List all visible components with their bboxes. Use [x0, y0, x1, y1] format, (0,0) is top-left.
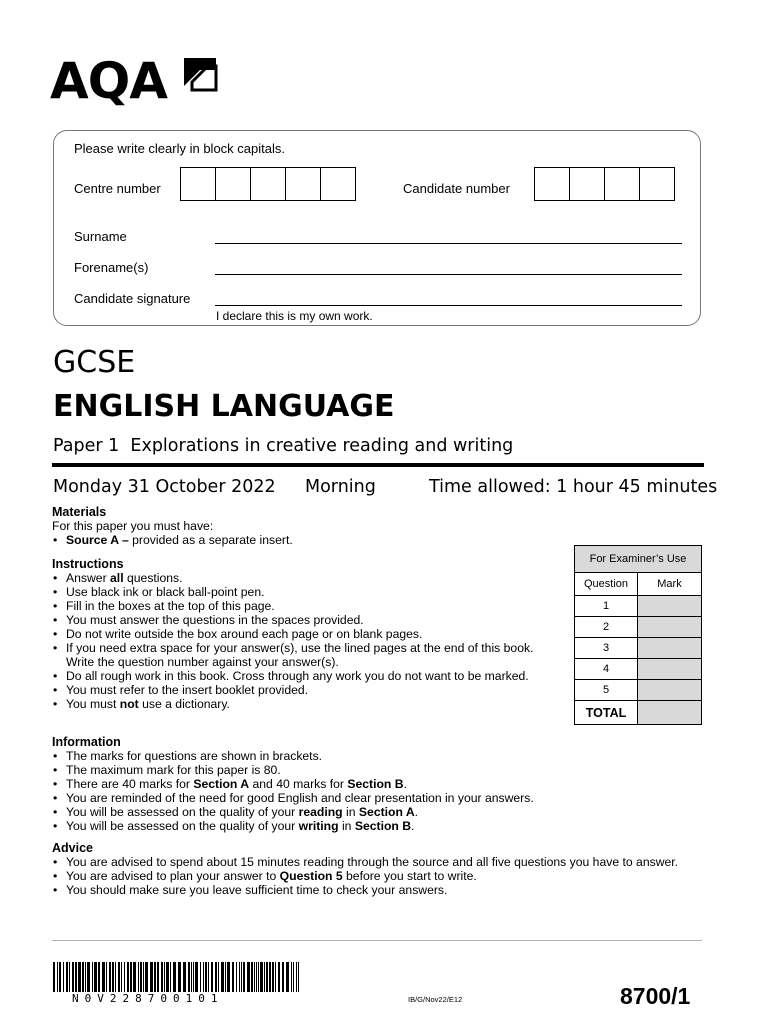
forename-line[interactable] [215, 274, 682, 275]
subject-heading: ENGLISH LANGUAGE [53, 389, 395, 424]
aqa-logo-mark-icon [178, 56, 218, 92]
paper-number: Paper 1 [53, 436, 120, 456]
list-item: • Source A – provided as a separate insert. [52, 533, 572, 547]
heading-divider [52, 463, 704, 467]
centre-number-digit-box[interactable] [250, 167, 286, 201]
list-item: • Do not write outside the box around each page or on blank pages. [52, 627, 544, 641]
list-item: • There are 40 marks for Section A and 40 marks for Section B. [52, 777, 672, 791]
paper-title-text: Explorations in creative reading and writing [130, 436, 514, 456]
list-item: • If you need extra space for your answer(s), use the lined pages at the end of this book. Write the question number against your answer(s). [52, 641, 544, 669]
list-item: • The maximum mark for this paper is 80. [52, 763, 672, 777]
centre-number-digit-box[interactable] [180, 167, 216, 201]
mark-cell [638, 680, 702, 701]
surname-line[interactable] [215, 243, 682, 244]
examiner-table-title: For Examiner’s Use [575, 546, 702, 573]
block-capitals-instruction: Please write clearly in block capitals. [74, 141, 285, 156]
list-item: • You should make sure you leave sufficient time to check your answers. [52, 883, 702, 897]
exam-date: Monday 31 October 2022 [53, 477, 276, 497]
list-item: • You will be assessed on the quality of your writing in Section B. [52, 819, 672, 833]
forename-label: Forename(s) [74, 260, 149, 275]
advice-section [52, 841, 702, 897]
table-row [575, 659, 702, 680]
list-item: • You are advised to plan your answer to Question 5 before you start to write. [52, 869, 702, 883]
table-row [575, 701, 702, 725]
table-row [575, 680, 702, 701]
barcode-icon [53, 962, 300, 992]
list-item: • Use black ink or black ball-point pen. [52, 585, 544, 599]
document-reference: IB/G/Nov22/E12 [408, 995, 463, 1004]
signature-line[interactable] [215, 305, 682, 306]
aqa-logo: AQA [50, 52, 167, 110]
list-item: • You are advised to spend about 15 minutes reading through the source and all five questions you have to answer. [52, 855, 702, 869]
mark-cell [638, 596, 702, 617]
declaration-text: I declare this is my own work. [216, 309, 373, 323]
candidate-number-boxes[interactable] [535, 167, 675, 201]
exam-session: Morning [305, 477, 376, 497]
candidate-number-digit-box[interactable] [569, 167, 605, 201]
candidate-number-label: Candidate number [403, 181, 510, 196]
list-item: • You must refer to the insert booklet provided. [52, 683, 544, 697]
question-number: 5 [575, 680, 638, 701]
centre-number-digit-box[interactable] [285, 167, 321, 201]
mark-cell [638, 638, 702, 659]
total-label: TOTAL [575, 701, 638, 725]
signature-label: Candidate signature [74, 291, 191, 306]
paper-code: 8700/1 [620, 983, 691, 1009]
list-item: • You must answer the questions in the spaces provided. [52, 613, 544, 627]
list-item: • Fill in the boxes at the top of this page. [52, 599, 544, 613]
mark-column-header: Mark [638, 573, 702, 596]
question-number: 1 [575, 596, 638, 617]
mark-cell [638, 659, 702, 680]
total-mark-cell [638, 701, 702, 725]
mark-cell [638, 617, 702, 638]
list-item: • Do all rough work in this book. Cross through any work you do not want to be marked. [52, 669, 544, 683]
list-item: • You will be assessed on the quality of your reading in Section A. [52, 805, 672, 819]
candidate-number-digit-box[interactable] [639, 167, 675, 201]
centre-number-label: Centre number [74, 181, 161, 196]
list-item: • The marks for questions are shown in brackets. [52, 749, 672, 763]
centre-number-digit-box[interactable] [320, 167, 356, 201]
question-column-header: Question [575, 573, 638, 596]
table-row [575, 596, 702, 617]
list-item: • Answer all questions. [52, 571, 544, 585]
materials-intro: For this paper you must have: [52, 519, 214, 533]
information-title: Information [52, 735, 121, 749]
qualification-heading: GCSE [53, 345, 136, 380]
time-allowed: Time allowed: 1 hour 45 minutes [429, 477, 718, 497]
advice-title: Advice [52, 841, 93, 855]
list-item: • You are reminded of the need for good English and clear presentation in your answers. [52, 791, 672, 805]
instructions-title: Instructions [52, 557, 124, 571]
paper-title [53, 436, 513, 456]
materials-section [52, 505, 572, 547]
table-row [575, 617, 702, 638]
centre-number-boxes[interactable] [181, 167, 356, 201]
instructions-section [52, 557, 544, 711]
footer-divider [52, 940, 702, 941]
candidate-number-digit-box[interactable] [534, 167, 570, 201]
surname-label: Surname [74, 229, 127, 244]
barcode-number: N0V228700101 [72, 992, 224, 1005]
candidate-number-digit-box[interactable] [604, 167, 640, 201]
materials-title: Materials [52, 505, 107, 519]
table-row [575, 638, 702, 659]
question-number: 3 [575, 638, 638, 659]
question-number: 2 [575, 617, 638, 638]
information-section [52, 735, 672, 833]
question-number: 4 [575, 659, 638, 680]
list-item: • You must not use a dictionary. [52, 697, 544, 711]
examiner-use-table [574, 545, 702, 725]
centre-number-digit-box[interactable] [215, 167, 251, 201]
